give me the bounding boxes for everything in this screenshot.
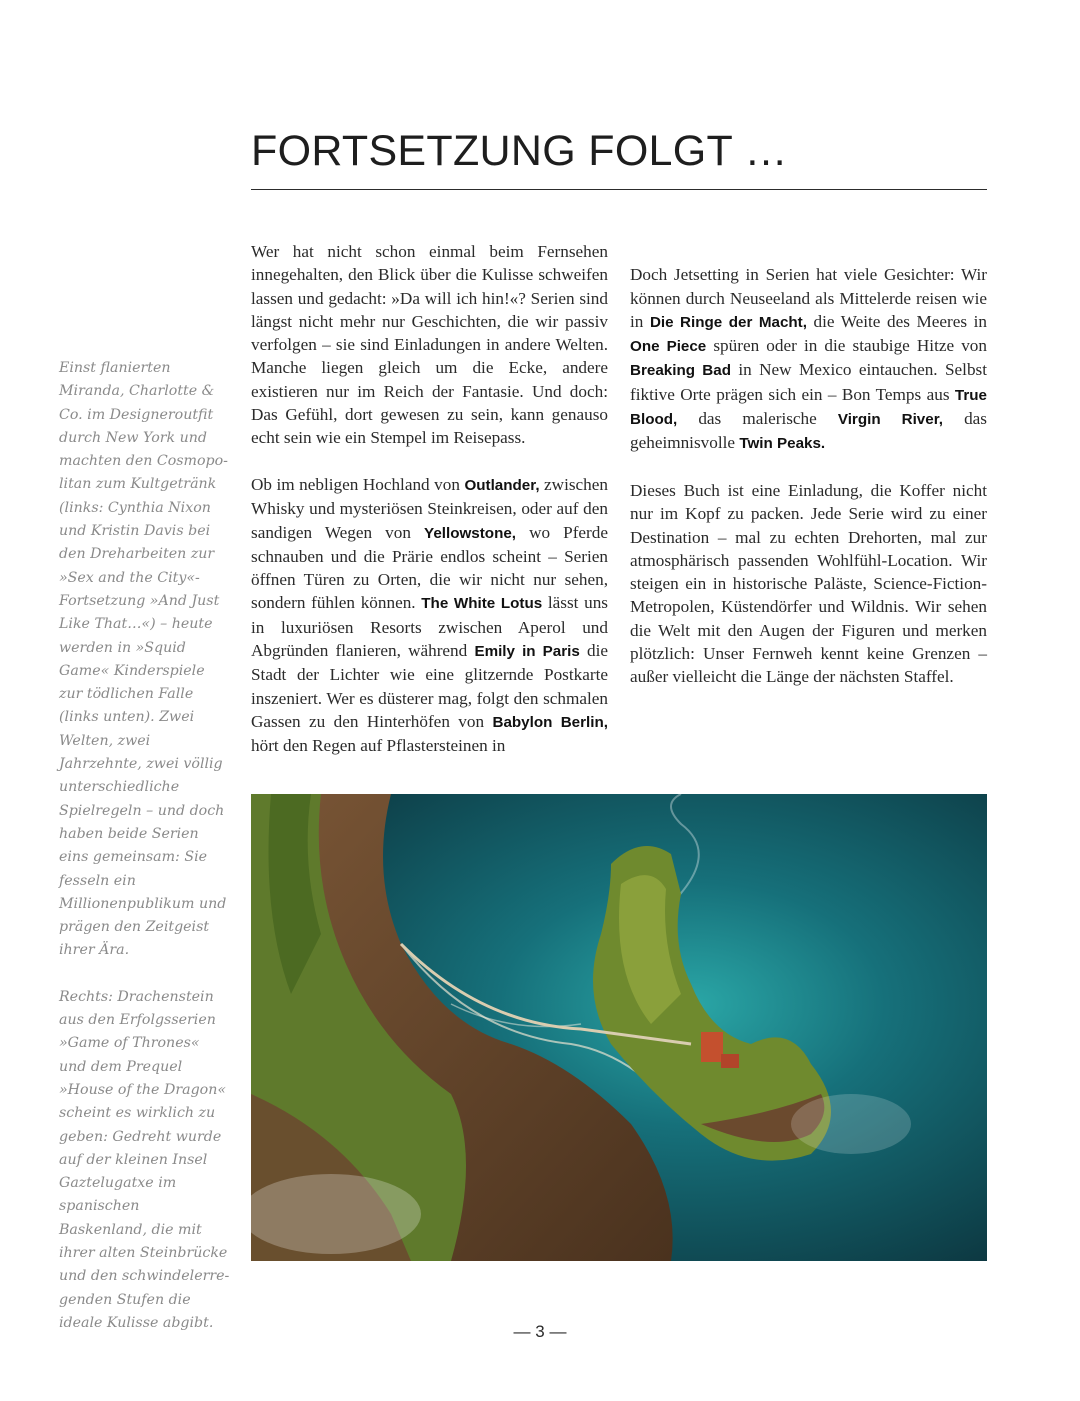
page-number: — 3 — (513, 1322, 567, 1341)
caption-left: Einst flanierten Miranda, Charlotte & Co. im Designeroutfit durch New York und machten den Cosmopolitan zum Kultgetränk (links: Cynthia Nixon und Kristin Davis bei den Dreharbeiten zur »Sex and the City«-Fortsetzung »And Just Like That…«) – heute werden in »Squid Game« Kinderspiele zur tödlichen Falle (links unten). Zwei Welten, zwei Jahrzehnte, zwei völlig unterschiedliche Spielregeln – und doch haben beide Serien eins gemeinsam: Sie fesseln ein Millionenpublikum und prägen den Zeitgeist ihrer Ära. (59, 360, 228, 959)
series-title: Twin Peaks. (739, 435, 826, 453)
series-title: True Blood, (630, 386, 987, 429)
paragraph-intro: Wer hat nicht schon einmal beim Fernsehen innegehalten, den Blick über die Kulisse schweifen lassen und gedacht: »Da will ich hin!«? Serien sind längst nicht mehr nur Geschichten, die wir passiv verfolgen – sie sind Einladungen in andere Welten. Manche liegen gleich um die Ecke, andere existieren nur im Reich der Fantasie. Und doch: Das Gefühl, dort gewesen zu sein, kann genauso echt sein wie ein Stempel im Reisepass. (251, 242, 608, 448)
series-title: One Piece (630, 338, 707, 356)
series-title: Babylon Berlin, (492, 713, 608, 731)
sidebar-captions (59, 357, 231, 1358)
series-title: Breaking Bad (630, 362, 731, 380)
series-title: Yellowstone, (424, 524, 517, 542)
series-title: Emily in Paris (474, 643, 580, 661)
body-column-left (251, 240, 608, 781)
title-rule (251, 189, 987, 190)
caption-right: Rechts: Drachenstein aus den Erfolgsserien »Game of Thrones« und dem Prequel »House of the Dragon« scheint es wirklich zu geben: Gedreht wurde auf der kleinen Insel Gaztelugatxe im spanischen Baskenland, die mit ihrer alten Steinbrücke und den schwindelerregenden Stufen die ideale Kulisse abgibt. (59, 988, 230, 1331)
series-title: Virgin River, (837, 411, 943, 429)
series-title: Outlander, (464, 476, 540, 494)
body-column-right (630, 240, 987, 712)
paragraph-invitation: Dieses Buch ist eine Einladung, die Koffer nicht nur im Kopf zu packen. Jede Serie wird zu einer Destination – mal zu echten Drehorten, mal zur atmosphärisch passenden Wohlfühl-Location. Wir steigen ein in historische Paläste, Science-Fiction-Metropolen, Küstendörfer und Wildnis. Wir sehen die Welt mit den Augen der Figuren und merken plötzlich: Unser Fernweh kennt keine Grenzen – außer vielleicht die Länge der nächsten Staffel. (630, 480, 987, 687)
aerial-island-photo (251, 794, 987, 1261)
series-title: The White Lotus (421, 595, 543, 613)
series-title: Die Ringe der Macht, (649, 313, 807, 331)
paragraph-jetsetting: Doch Jetsetting in Serien hat viele Gesichter: Wir können durch Neuseeland als Mittelerde reisen wie in Die Ringe der Macht, die Weite des Meeres in One Piece spüren oder in die staubige Hitze von Breaking Bad in New Mexico eintauchen. Selbst fiktive Orte prägen sich ein – Bon Temps aus True Blood, das malerische Virgin River, das geheimnisvolle Twin Peaks. (630, 265, 987, 453)
island-illustration (251, 794, 987, 1261)
paragraph-destinations: Ob im nebligen Hochland von Outlander, zwischen Whisky und mysteriösen Steinkreisen, oder auf den sandigen Wegen von Yellowstone, wo Pferde schnauben und die Prärie endlos scheint – Serien öffnen Türen zu Orten, die wir nicht nur sehen, sondern fühlen können. The White Lotus lässt uns in luxuriösen Resorts zwischen Aperol und Abgründen flanieren, während Emily in Paris die Stadt der Lichter wie eine glitzernde Postkarte inszeniert. Wer es düsterer mag, folgt den schmalen Gassen zu den Hinterhöfen von Babylon Berlin, hört den Regen auf Pflastersteinen in (251, 474, 609, 756)
page-title: FORTSETZUNG FOLGT … (251, 127, 788, 175)
